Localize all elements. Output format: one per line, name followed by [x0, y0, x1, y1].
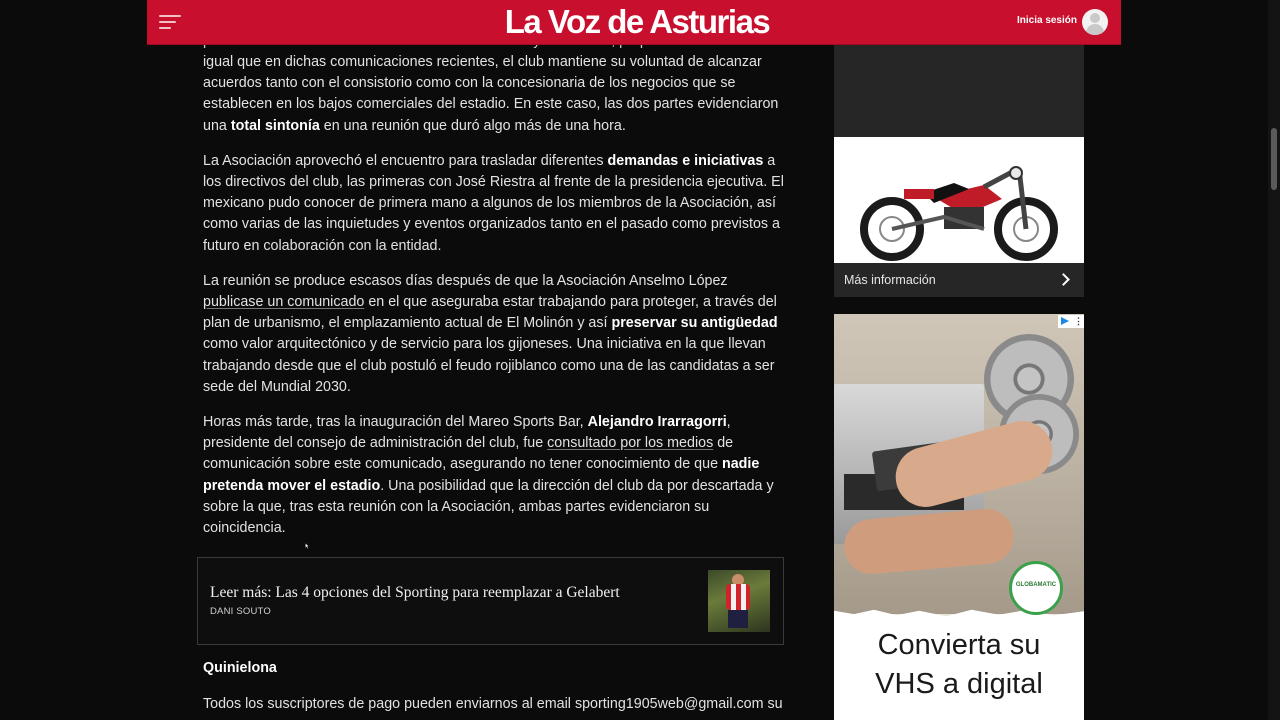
scrollbar-thumb[interactable]: [1271, 128, 1277, 190]
read-more-title[interactable]: Leer más: Las 4 opciones del Sporting para reemplazar a Gelabert: [210, 584, 620, 601]
section-heading: Quinielona: [203, 660, 277, 676]
user-avatar-icon[interactable]: [1082, 9, 1108, 35]
hamburger-menu-icon[interactable]: [159, 13, 181, 31]
article-paragraph: igual que en dichas comunicaciones recientes, el club mantiene su voluntad de alcanzar acuerdos tanto con el consistorio como con la concesionaria de los negocios que se establecen en los bajos comerciales del estadio. En este caso, las dos partes evidenciaron una total sintonía en una reunión que duró algo más de una hora.: [203, 54, 779, 134]
article-paragraph: La reunión se produce escasos días después de que la Asociación Anselmo López publicase un comunicado en el que aseguraba estar trabajando para proteger, a través del plan de urbanismo, el emplazamiento actual de El Molinón y así preservar su antigüedad como valor arquitectónico y de servicio para los gijoneses. Una iniciativa en la que llevan trabajando desde que el club postuló el feudo rojiblanco como una de las candidatas a ser sede del Mundial 2030.: [203, 272, 778, 395]
site-logo[interactable]: La Voz de Asturias: [504, 3, 770, 40]
article-body: [203, 30, 785, 553]
article-paragraph: Todos los suscriptores de pago pueden enviarnos al email sporting1905web@gmail.com su: [203, 696, 783, 712]
motorcycle-ad-cta[interactable]: [834, 263, 1084, 297]
read-more-author: DANI SOUTO: [210, 606, 271, 617]
site-header: [147, 0, 1121, 45]
ad-placeholder: [834, 45, 1084, 137]
mouse-cursor-icon: [299, 538, 309, 554]
ad-choices-icon[interactable]: ⋮: [1058, 315, 1084, 328]
vhs-ad[interactable]: [834, 314, 1084, 720]
login-link[interactable]: Inicia sesión: [1016, 15, 1077, 26]
article-paragraph: Horas más tarde, tras la inauguración del Mareo Sports Bar, Alejandro Irarragorri, presidente del consejo de administración del club, fue consultado por los medios de comunicación sobre este comunicado, asegurando no tener conocimiento de que nadie pretenda mover el estadio. Una posibilidad que la dirección del club da por descartada y sobre la que, tras esta reunión con la Asociación, ambas partes evidenciaron su coincidencia.: [203, 414, 774, 537]
read-more-thumbnail[interactable]: [708, 570, 770, 632]
page-scrollbar[interactable]: [1268, 0, 1280, 720]
inline-link[interactable]: consultado por los medios: [547, 435, 714, 452]
article-paragraph: La Asociación aprovechó el encuentro para trasladar diferentes demandas e iniciativas a los directivos del club, las primeras con José Riestra al frente de la presidencia ejecutiva. El mexicano pudo conocer de primera mano a algunos de los miembros de la Asociación, así como varias de las inquietudes y eventos organizados tanto en el pasado como previstos a futuro en colaboración con la entidad.: [203, 152, 784, 254]
chevron-right-icon: [1057, 273, 1070, 286]
ad-cta-label[interactable]: Más información: [844, 273, 936, 287]
read-more-card[interactable]: [197, 557, 784, 645]
motorcycle-ad-image[interactable]: [834, 137, 1084, 263]
vhs-ad-headline: Convierta su VHS a digital: [875, 629, 1043, 700]
inline-link[interactable]: publicase un comunicado: [203, 294, 365, 311]
brand-badge: GLOBAMATIC: [1009, 561, 1063, 615]
